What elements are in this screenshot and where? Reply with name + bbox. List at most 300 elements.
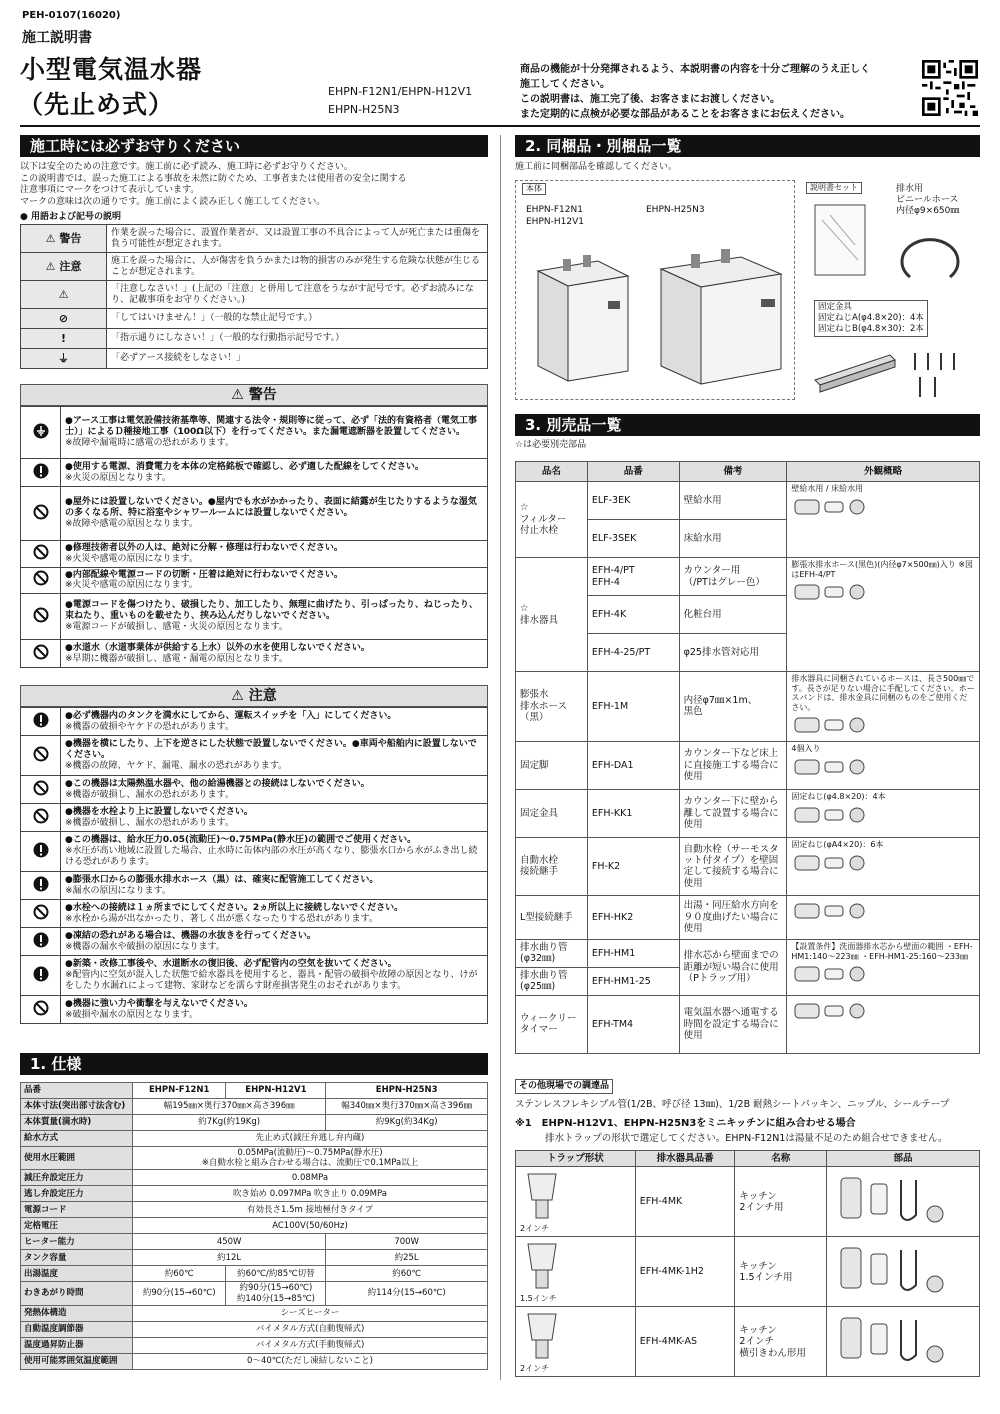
spec-label: 温度過昇防止器: [21, 1337, 133, 1353]
exclamation-icon: [33, 463, 49, 479]
safety-note: ※機器の漏水や破損の原因になります。: [65, 941, 225, 952]
spec-value-text: AC100V(50/60Hz): [272, 1220, 348, 1231]
table-row: [516, 1307, 980, 1377]
spec-column-header: 品番: [21, 1083, 133, 1099]
option-remark: カウンター用 （/PTはグレー色）: [679, 558, 787, 596]
option-image-cell: [787, 895, 980, 939]
definition-text: 「必ずアース接続をしなさい！」: [107, 349, 488, 369]
section-heading-spec: 1. 仕様: [20, 1053, 488, 1075]
symbol-cell: !: [21, 329, 107, 349]
table-row: [21, 1186, 488, 1202]
spec-label: 本体質量(満水時): [21, 1115, 133, 1131]
option-image-caption: 排水器具に同梱されているホースは、長さ500㎜です。長さが足りない場合に手配してください。ホースバンドは、排水金具に同梱のものをご使用ください。: [791, 674, 975, 712]
trap-column-header: 名称: [735, 1151, 827, 1167]
definition-text: 施工を誤った場合に、人が傷害を負うかまたは物的損害のみが発生する危険な状態が生じることが想定されます。: [107, 253, 488, 281]
safety-instruction: ●この機器は、給水圧力0.05(流動圧)～0.75MPa(静水圧)の範囲でご使用ください。: [65, 835, 417, 846]
icon-cell: [21, 776, 61, 804]
exclamation-icon: [33, 712, 49, 728]
icon-cell: [21, 736, 61, 776]
table-row: [21, 900, 488, 928]
icon-cell: [21, 640, 61, 668]
option-image-caption: 4個入り: [791, 743, 821, 753]
spec-label: 逃し弁設定圧力: [21, 1186, 133, 1202]
icon-cell: [21, 996, 61, 1024]
option-remark: 化粧台用: [679, 596, 787, 634]
safety-note: ※電源コードが破損し、感電・火災の原因となります。: [65, 622, 288, 633]
spec-value: 700W: [326, 1234, 488, 1250]
options-column-header: 外観概略: [787, 462, 980, 482]
spec-value: 約114分(15→60℃): [326, 1282, 488, 1305]
spec-label: 本体寸法(突出部寸法含む): [21, 1099, 133, 1115]
safety-text-cell: [61, 928, 488, 956]
table-row: [21, 1083, 488, 1099]
prohibited-icon: [33, 780, 49, 796]
intro-line: この説明書では、誤った施工による事故を未然に防ぐため、工事者または使用者の安全に関する: [20, 173, 407, 184]
safety-text-cell: [61, 736, 488, 776]
spec-value: 約12L: [133, 1250, 326, 1266]
spec-value: [133, 1337, 488, 1353]
trap-table: [515, 1150, 980, 1377]
definition-text: 作業を誤った場合に、設置作業者が、又は設置工事の不具合によって人が死亡または重傷を負う可能性が想定されます。: [107, 225, 488, 253]
warning-table: [20, 406, 488, 668]
spec-value: [133, 1321, 488, 1337]
prohibited-icon: [33, 808, 49, 824]
spec-value-text: 約60℃/約85℃切替: [237, 1268, 315, 1279]
safety-text-cell: [61, 832, 488, 872]
table-row: [21, 1282, 488, 1305]
icon-cell: [21, 956, 61, 996]
caution-box: [20, 685, 488, 1024]
icon-cell: [21, 832, 61, 872]
table-row: [21, 708, 488, 736]
table-row: [21, 459, 488, 487]
exclamation-icon: [33, 876, 49, 892]
drain-hose-label: 排水用 ビニールホース 内径φ9×650㎜: [896, 184, 960, 216]
table-row: [21, 329, 488, 349]
table-row: [21, 832, 488, 872]
ground-icon: [33, 423, 49, 439]
mini-kitchen-note-title: ※1 EHPN-H12V1、EHPN-H25N3をミニキッチンに組み合わせる場合: [515, 1118, 856, 1129]
option-remark: カウンター下など床上に直接施工する場合に使用: [679, 741, 787, 789]
safety-note: ※水栓から湯が出なかったり、著しく出が悪くなったりする恐れがあります。: [65, 913, 378, 924]
spec-column-header: EHPN-H25N3: [326, 1083, 488, 1099]
option-image-caption: 固定ねじ(φA4×20)：6本: [791, 839, 884, 849]
safety-intro: [20, 162, 490, 209]
spec-value-text: シーズヒーター: [280, 1308, 340, 1319]
manual-set-tag: 説明書セット: [806, 182, 862, 194]
spec-value-text: 0.05MPa(流動圧)～0.75MPa(静水圧): [237, 1148, 383, 1158]
spec-label: 出湯温度: [21, 1266, 133, 1282]
safety-note: ※機器が破損し、漏水の恐れがあります。: [65, 817, 234, 828]
body-tag: 本体: [522, 183, 546, 195]
part-illustration: [791, 754, 975, 781]
table-row: [516, 482, 980, 520]
prohibited-icon: [33, 644, 49, 660]
symbol-definitions-table: [20, 224, 488, 369]
trap-name: キッチン 2インチ 横引きわん形用: [735, 1307, 827, 1377]
drain-hose-illustration: [895, 232, 965, 292]
prohibited-icon: [33, 544, 49, 560]
safety-text-cell: [61, 956, 488, 996]
spec-label: 使用可能雰囲気温度範囲: [21, 1353, 133, 1369]
definitions-heading: ● 用語および記号の説明: [20, 212, 121, 222]
icon-cell: [21, 567, 61, 594]
spec-column-header: EHPN-H12V1: [226, 1083, 326, 1099]
option-code: ELF-3EK: [587, 482, 679, 520]
spec-value-text: バイメタル方式(自動復帰式): [255, 1324, 365, 1335]
table-row: [21, 567, 488, 594]
safety-note: ※火災や感電の原因になります。: [65, 580, 198, 591]
table-row: [21, 349, 488, 369]
option-code: EFH-4/PT EFH-4: [587, 558, 679, 596]
safety-note: ※破損や漏水の原因となります。: [65, 1009, 198, 1020]
table-row: [21, 541, 488, 568]
spec-label: 減圧弁設定圧力: [21, 1170, 133, 1186]
option-image-caption: 膨張水排水ホース(黒色)(内径φ7×500㎜)入り ※図はEFH-4/PT: [791, 560, 974, 579]
option-remark: 出湯・同圧給水方向を９０度曲げたい場合に使用: [679, 895, 787, 939]
option-remark: 排水芯から壁面までの距離が短い場合に使用 （Pトラップ用）: [679, 939, 787, 995]
trap-column-header: トラップ形状: [516, 1151, 636, 1167]
trap-illustration: [520, 1310, 631, 1365]
safety-note: ※機器が破損し、漏水の恐れがあります。: [65, 789, 234, 800]
safety-text-cell: [61, 900, 488, 928]
icon-cell: [21, 708, 61, 736]
part-illustration: [791, 998, 975, 1025]
notice-line: また定期的に点検が必要な部品があることをお客さまにお伝えください。: [520, 109, 850, 120]
table-row: [21, 640, 488, 668]
symbol-cell: ⚠ 警告: [21, 225, 107, 253]
spec-value: [133, 1218, 488, 1234]
safety-instruction: ●機器に強い力や衝撃を与えないでください。: [65, 998, 253, 1009]
option-code: EFH-TM4: [587, 995, 679, 1053]
table-row: [516, 939, 980, 967]
trap-size-label: 2インチ: [520, 1364, 550, 1374]
table-row: [516, 462, 980, 482]
option-code: EFH-KK1: [587, 789, 679, 837]
option-image-cell: [787, 741, 980, 789]
safety-note: ※配管内に空気が混入した状態で給水器具を使用すると、器具・配管の破損や故障の原因となり、けがをしたり水漏れによって建物、家財などを濡らす財産損害発生のおそれがあります。: [65, 970, 478, 991]
safety-note: ※水圧が高い地域に設置した場合、止水時に缶体内部の水圧が高くなり、膨張水口から水がふき出し続ける恐れがあります。: [65, 846, 478, 867]
table-row: [21, 872, 488, 900]
option-image-caption: 固定ねじ(φ4.8×20)：4本: [791, 791, 886, 801]
spec-value-text: 有効長さ1.5m 接地極付きタイプ: [246, 1204, 374, 1215]
options-column-header: 品名: [516, 462, 588, 482]
caution-heading: ⚠ 注意: [20, 685, 488, 707]
option-remark: カウンター下に壁から離して設置する場合に使用: [679, 789, 787, 837]
prohibited-icon: [33, 1000, 49, 1016]
option-image-cell: [787, 939, 980, 995]
prohibited-icon: [33, 607, 49, 623]
column-divider: [500, 135, 501, 1380]
trap-shape-cell: [516, 1237, 636, 1307]
trap-shape-cell: [516, 1307, 636, 1377]
spec-label: わきあがり時間: [21, 1282, 133, 1305]
large-heater-illustration: [651, 229, 791, 394]
spec-value: [133, 1170, 488, 1186]
option-remark: 内径φ7㎜×1m、 黒色: [679, 672, 787, 742]
page-title-line1: 小型電気温水器: [20, 55, 203, 84]
spec-value: 450W: [133, 1234, 326, 1250]
option-image-cell: [787, 789, 980, 837]
spec-column-header: EHPN-F12N1: [133, 1083, 226, 1099]
table-row: [21, 1337, 488, 1353]
spec-value: 約60℃: [326, 1266, 488, 1282]
caution-table: [20, 707, 488, 1024]
safety-instruction: ●機器を水栓より上に設置しないでください。: [65, 806, 253, 817]
exclamation-icon: [33, 966, 49, 982]
part-illustration: [791, 802, 975, 829]
option-code: FH-K2: [587, 837, 679, 895]
table-row: [516, 995, 980, 1053]
safety-instruction: ●機器を横にしたり、上下を逆さにした状態で設置しないでください。●車両や船舶内に設置しないでください。: [65, 739, 477, 761]
spec-value-text: 吹き始め 0.097MPa 吹き止り 0.09MPa: [233, 1188, 387, 1199]
safety-note: ※漏水の原因になります。: [65, 885, 171, 896]
part-illustration: [791, 961, 975, 988]
table-row: [21, 996, 488, 1024]
spec-value: 約90分(15→60℃): [133, 1282, 226, 1305]
spec-value: [133, 1147, 488, 1170]
safety-text-cell: [61, 776, 488, 804]
icon-cell: [21, 900, 61, 928]
table-row: [516, 558, 980, 596]
trap-size-label: 2インチ: [520, 1224, 550, 1234]
safety-note: ※早期に機器が破損し、感電・漏電の原因となります。: [65, 653, 288, 664]
safety-text-cell: [61, 487, 488, 541]
qr-code-icon: [922, 60, 978, 116]
icon-cell: [21, 487, 61, 541]
icon-cell: [21, 872, 61, 900]
safety-instruction: ●屋外には設置しないでください。●屋内でも水がかかったり、表面に結露が生じたりするような湿気の多くなる所、特に浴室やシャワールームには設置しないでください。: [65, 497, 477, 519]
option-code: EFH-HM1-25: [587, 967, 679, 995]
table-row: [21, 487, 488, 541]
safety-note: ※火災の原因となります。: [65, 472, 171, 483]
symbol-cell: ⚠ 注意: [21, 253, 107, 281]
safety-text-cell: [61, 804, 488, 832]
spec-label: 自動温度調節器: [21, 1321, 133, 1337]
notice-line: 施工してください。: [520, 79, 610, 90]
spec-value-text: 約90分(15→60℃): [239, 1283, 313, 1294]
warning-box: [20, 384, 488, 668]
page-title-line2: （先止め式）: [18, 90, 175, 119]
option-image-caption: 壁給水用 / 床給水用: [791, 484, 864, 493]
table-row: [21, 309, 488, 329]
table-row: [21, 1266, 488, 1282]
section-heading-bundled: 2. 同梱品・別梱品一覧: [515, 135, 980, 157]
options-note: ☆は必要別売部品: [515, 440, 587, 450]
safety-instruction: ●アース工事は電気設備技術基準等、関連する法令・規則等に従って、必ず「法的有資格者（電気工事士）」によるＤ種接地工事（100Ω以下）を行ってください。また漏電遮断器を設置してください。: [65, 416, 477, 438]
table-row: [21, 928, 488, 956]
option-name: 固定金具: [516, 789, 588, 837]
prohibited-icon: [33, 504, 49, 520]
table-row: [21, 281, 488, 309]
part-illustration: [791, 850, 975, 877]
table-row: [516, 1167, 980, 1237]
spec-label: ヒーター能力: [21, 1234, 133, 1250]
spec-value: [226, 1282, 326, 1305]
safety-instruction: ●使用する電源、消費電力を本体の定格銘板で確認し、必ず適した配線をしてください。: [65, 461, 424, 472]
intro-line: マークの意味は次の通りです。施工前によく読み正しく施工してください。: [20, 197, 326, 208]
body-model-b: EHPN-H25N3: [646, 205, 705, 215]
table-row: [21, 1234, 488, 1250]
safety-instruction: ●この機器は太陽熱温水器や、他の給湯機器との接続はしないでください。: [65, 778, 370, 789]
table-row: [21, 1321, 488, 1337]
option-name: ウィークリー タイマー: [516, 995, 588, 1053]
intro-line: 注意事項にマークをつけて表示しています。: [20, 185, 200, 196]
option-code: EFH-4K: [587, 596, 679, 634]
table-row: [516, 1237, 980, 1307]
table-row: [21, 1170, 488, 1186]
spec-value: [226, 1266, 326, 1282]
intro-line: 以下は安全のための注意です。施工前に必ず読み、施工時に必ずお守りください。: [20, 162, 353, 172]
option-name: L型接続継手: [516, 895, 588, 939]
trap-column-header: 排水器具品番: [635, 1151, 735, 1167]
trap-name: キッチン 1.5インチ用: [735, 1237, 827, 1307]
option-image-cell: [787, 837, 980, 895]
safety-text-cell: [61, 567, 488, 594]
symbol-cell: ⊘: [21, 309, 107, 329]
part-illustration: [791, 712, 975, 739]
icon-cell: [21, 804, 61, 832]
trap-code: EFH-4MK-1H2: [635, 1237, 735, 1307]
table-row: [21, 956, 488, 996]
safety-note: ※火災や感電の原因になります。: [65, 553, 198, 564]
trap-shape-cell: [516, 1167, 636, 1237]
spec-value: [133, 1353, 488, 1369]
spec-value-text: 約140分(15→85℃): [236, 1293, 315, 1304]
option-code: EFH-1M: [587, 672, 679, 742]
option-code: EFH-HM1: [587, 939, 679, 967]
table-row: [21, 253, 488, 281]
safety-note: ※機器の破損やヤケドの恐れがあります。: [65, 721, 234, 732]
trap-parts-illustration: [831, 1170, 975, 1233]
safety-text-cell: [61, 594, 488, 640]
icon-cell: [21, 407, 61, 459]
spec-value: [133, 1186, 488, 1202]
other-items-label: その他現場での調達品: [515, 1079, 613, 1094]
spec-table: [20, 1082, 488, 1370]
table-row: [516, 895, 980, 939]
spec-label: 電源コード: [21, 1202, 133, 1218]
spec-label: 発熱体構造: [21, 1305, 133, 1321]
safety-note: ※故障や漏電時に感電の恐れがあります。: [65, 437, 234, 448]
fixing-bracket-illustration: [810, 345, 980, 400]
table-row: [516, 741, 980, 789]
trap-parts-illustration: [831, 1310, 975, 1373]
trap-column-header: 部品: [827, 1151, 980, 1167]
body-model-a1: EHPN-F12N1: [526, 205, 583, 215]
part-illustration: [791, 494, 975, 521]
spec-value: 約60℃: [133, 1266, 226, 1282]
safety-text-cell: [61, 996, 488, 1024]
option-name: 膨張水 排水ホース （黒）: [516, 672, 588, 742]
spec-label: 定格電圧: [21, 1218, 133, 1234]
bundled-intro: 施工前に同梱部品を確認してください。: [515, 162, 678, 172]
icon-cell: [21, 594, 61, 640]
table-row: [21, 736, 488, 776]
table-row: [21, 804, 488, 832]
safety-instruction: ●内部配線や電源コードの切断・圧着は絶対に行わないでください。: [65, 569, 343, 580]
option-code: ELF-3SEK: [587, 520, 679, 558]
other-items-text: ステンレスフレキシブル管(1/2B、呼び径 13㎜)、1/2B 耐熱シートパッキン、ニップル、シールテープ: [515, 1099, 950, 1110]
trap-parts-cell: [827, 1237, 980, 1307]
unit-illustration-box: [515, 180, 795, 400]
safety-text-cell: [61, 872, 488, 900]
option-code: EFH-DA1: [587, 741, 679, 789]
model-numbers-line1: EHPN-F12N1/EHPN-H12V1: [328, 85, 473, 98]
icon-cell: [21, 928, 61, 956]
safety-instruction: ●膨張水口からの膨張水排水ホース（黒）は、確実に配管施工してください。: [65, 874, 379, 885]
table-row: [21, 776, 488, 804]
safety-note: ※機器の故障、ヤケド、漏電、漏水の恐れがあります。: [65, 760, 288, 771]
icon-cell: [21, 459, 61, 487]
spec-value: 約9Kg(約34Kg): [326, 1115, 488, 1131]
table-row: [21, 1305, 488, 1321]
mini-kitchen-note-text: 排水トラップの形状で選定してください。EHPN-F12N1は湯量不足のため組合せできません。: [545, 1133, 948, 1144]
table-row: [21, 1131, 488, 1147]
safety-text-cell: [61, 407, 488, 459]
notice-line: 商品の機能が十分発揮されるよう、本説明書の内容を十分ご理解のうえ正しく: [520, 64, 870, 75]
option-code: EFH-4-25/PT: [587, 634, 679, 672]
trap-illustration: [520, 1170, 631, 1225]
trap-code: EFH-4MK: [635, 1167, 735, 1237]
option-remark: 壁給水用: [679, 482, 787, 520]
spec-value-text: バイメタル方式(手動復帰式): [255, 1340, 365, 1351]
spec-value: [133, 1202, 488, 1218]
safety-instruction: ●水栓への接続は１ヵ所までにしてください。2ヵ所以上に接続しないでください。: [65, 902, 404, 913]
table-row: [21, 1218, 488, 1234]
safety-instruction: ●新築・改修工事後や、水道断水の復旧後、必ず配管内の空気を抜いてください。: [65, 959, 397, 970]
safety-text-cell: [61, 708, 488, 736]
option-remark: 自動水栓（サーモスタット付タイプ）を壁固定して接続する場合に使用: [679, 837, 787, 895]
trap-code: EFH-4MK-AS: [635, 1307, 735, 1377]
prohibited-icon: [33, 904, 49, 920]
trap-illustration: [520, 1240, 631, 1295]
definition-text: 「してはいけません！」（一般的な禁止記号です。）: [107, 309, 488, 329]
safety-instruction: ●電源コードを傷つけたり、破損したり、加工したり、無理に曲げたり、引っぱったり、ねじったり、束ねたり、重いものを載せたり、挟み込んだりしないでください。: [65, 600, 478, 622]
spec-value-text: 0.08MPa: [291, 1172, 329, 1183]
trap-parts-illustration: [831, 1240, 975, 1303]
table-row: [21, 1353, 488, 1369]
safety-note: ※故障や感電の原因となります。: [65, 518, 198, 529]
exclamation-icon: [33, 842, 49, 858]
spec-value: 幅195㎜×奥行370㎜×高さ396㎜: [133, 1099, 326, 1115]
safety-instruction: ●水道水（水道事業体が供給する上水）以外の水を使用しないでください。: [65, 642, 370, 653]
option-remark: 床給水用: [679, 520, 787, 558]
table-row: [516, 672, 980, 742]
warning-heading: ⚠ 警告: [20, 384, 488, 406]
safety-instruction: ●必ず機器内のタンクを満水にしてから、運転スイッチを「入」にしてください。: [65, 710, 397, 721]
option-image-cell: [787, 558, 980, 672]
customer-notice: [520, 62, 910, 122]
document-number: PEH-0107(16020): [22, 10, 121, 21]
option-name: ☆ フィルター 付止水栓: [516, 482, 588, 558]
definition-text: 「注意しなさい！」(上記の「注意」と併用して注意をうながす記号です。必ずお読みになり、記載事項をお守りください。): [107, 281, 488, 309]
spec-value-note: ※自動水栓と組み合わせる場合は、流動圧で0.1MPa以上: [201, 1158, 419, 1169]
option-image-cell: [787, 482, 980, 558]
spec-label: 使用水圧範囲: [21, 1147, 133, 1170]
document-type: 施工説明書: [22, 30, 92, 46]
option-name: ☆ 排水器具: [516, 558, 588, 672]
table-row: [21, 1147, 488, 1170]
safety-text-cell: [61, 541, 488, 568]
option-name: 固定脚: [516, 741, 588, 789]
header-divider: [20, 125, 980, 127]
option-name: 自動水栓 接続継手: [516, 837, 588, 895]
spec-value-text: 0～40℃(ただし凍結しないこと): [247, 1356, 373, 1367]
symbol-cell: ⏚: [21, 349, 107, 369]
fixing-parts-label: 固定金具 固定ねじA(φ4.8×20)：4本 固定ねじB(φ4.8×30)：2本: [814, 300, 928, 337]
table-row: [21, 1250, 488, 1266]
